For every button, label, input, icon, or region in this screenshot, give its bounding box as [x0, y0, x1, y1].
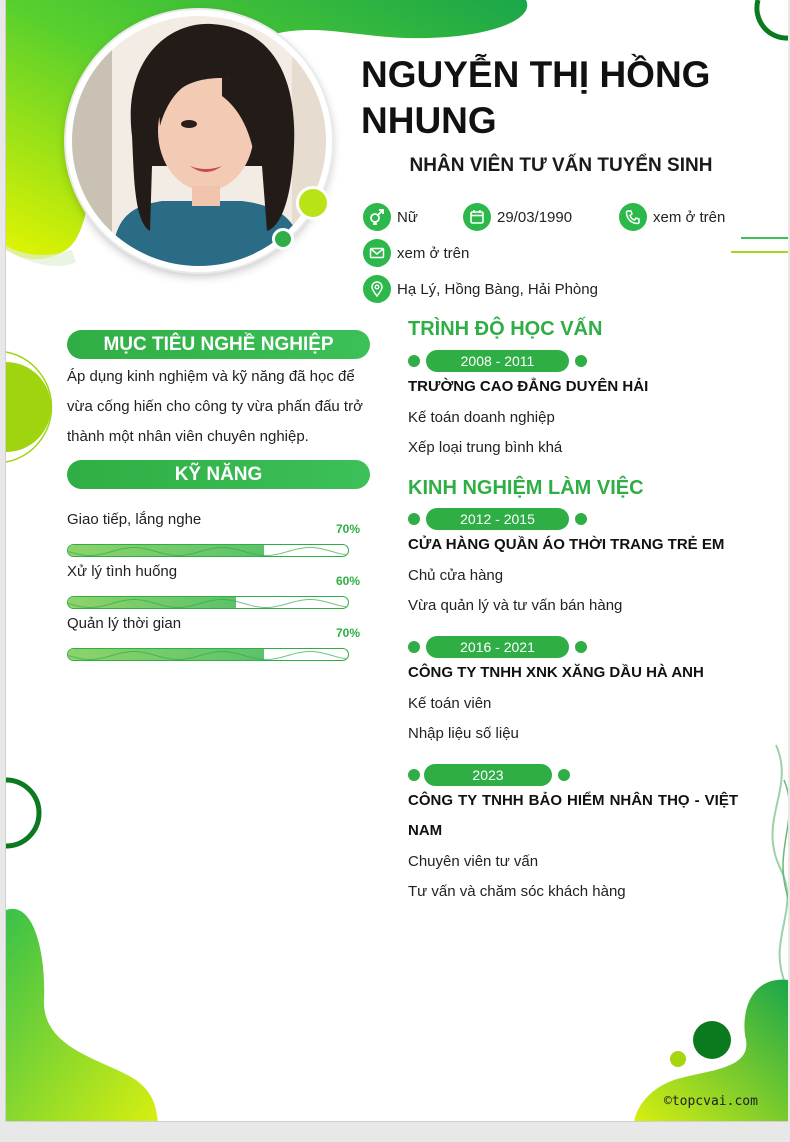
job-detail: Tư vấn và chăm sóc khách hàng	[408, 883, 626, 900]
company-name: CÔNG TY TNHH BẢO HIỂM NHÂN THỌ - VIỆT NAM	[408, 792, 738, 839]
education-period	[408, 350, 590, 372]
address-value: Hạ Lý, Hồng Bàng, Hải Phòng	[397, 280, 598, 298]
email-icon	[363, 239, 391, 267]
skill-percent: 60%	[336, 574, 361, 588]
full-name	[361, 52, 761, 144]
education-heading: TRÌNH ĐỘ HỌC VẤN	[408, 318, 603, 340]
skill-bar-wave-line	[68, 652, 348, 660]
timeline-dot	[575, 641, 587, 653]
skill-bar	[67, 648, 349, 661]
timeline-dot	[408, 769, 420, 781]
skill-bar	[67, 544, 349, 557]
birthday-value: 29/03/1990	[497, 208, 573, 226]
timeline-dot	[575, 355, 587, 367]
name-line-1: NGUYỄN THỊ HỒNG	[361, 54, 711, 95]
gender-icon	[363, 203, 391, 231]
objective-text: Áp dụng kinh nghiệm và kỹ năng đã học để vừa cống hiến cho công ty vừa phấn đấu trở thành một nhân viên chuyên nghiệp.	[67, 368, 363, 445]
phone-value: xem ở trên	[653, 208, 726, 226]
skills-heading: KỸ NĂNG	[67, 460, 370, 489]
job-period	[408, 636, 590, 658]
job-title: NHÂN VIÊN TƯ VẤN TUYỂN SINH	[409, 155, 713, 176]
gender-value: Nữ	[397, 208, 418, 226]
skill-name: Giao tiếp, lắng nghe	[67, 511, 202, 528]
resume-page	[5, 0, 788, 1122]
name-line-2: NHUNG	[361, 100, 497, 141]
experience-heading: KINH NGHIỆM LÀM VIỆC	[408, 477, 644, 499]
skill-bar-wave	[68, 597, 348, 609]
skill-bar-wave-line	[68, 548, 348, 556]
skill-percent: 70%	[336, 522, 361, 536]
job-detail: Vừa quản lý và tư vấn bán hàng	[408, 597, 623, 614]
job-period	[408, 508, 590, 530]
job-detail: Nhập liệu số liệu	[408, 725, 519, 742]
contact-email	[363, 239, 469, 267]
timeline-dot	[408, 641, 420, 653]
avatar-accent-dot	[296, 186, 330, 220]
contact-phone	[619, 203, 725, 231]
education-grade: Xếp loại trung bình khá	[408, 439, 563, 456]
job-role: Chuyên viên tư vấn	[408, 853, 539, 870]
school-name: TRƯỜNG CAO ĐẲNG DUYÊN HẢI	[408, 378, 649, 395]
email-value: xem ở trên	[397, 244, 470, 262]
skill-bar-wave	[68, 649, 348, 661]
period-label: 2012 - 2015	[426, 508, 569, 530]
job-role: Chủ cửa hàng	[408, 567, 504, 584]
watermark: ©topcvai.com	[664, 1094, 758, 1109]
period-label: 2023	[424, 764, 552, 786]
company-name: CỬA HÀNG QUẦN ÁO THỜI TRANG TRẺ EM	[408, 536, 725, 553]
contact-address	[363, 275, 598, 303]
timeline-dot	[408, 355, 420, 367]
period-label: 2016 - 2021	[426, 636, 569, 658]
contact-birthday	[463, 203, 572, 231]
calendar-icon	[463, 203, 491, 231]
skill-name: Xử lý tình huống	[67, 563, 178, 580]
phone-icon	[619, 203, 647, 231]
timeline-dot	[575, 513, 587, 525]
education-major: Kế toán doanh nghiệp	[408, 409, 555, 426]
skill-percent: 70%	[336, 626, 361, 640]
avatar-accent-dot-small	[272, 228, 294, 250]
period-label: 2008 - 2011	[426, 350, 569, 372]
company-name: CÔNG TY TNHH XNK XĂNG DẦU HÀ ANH	[408, 664, 704, 681]
contact-gender	[363, 203, 418, 231]
skill-bar	[67, 596, 349, 609]
job-period	[408, 764, 573, 786]
objective-heading: MỤC TIÊU NGHỀ NGHIỆP	[67, 330, 370, 359]
location-icon	[363, 275, 391, 303]
timeline-dot	[558, 769, 570, 781]
timeline-dot	[408, 513, 420, 525]
skill-name: Quản lý thời gian	[67, 615, 182, 632]
skill-bar-wave	[68, 545, 348, 557]
job-role: Kế toán viên	[408, 695, 492, 712]
skill-bar-wave-line	[68, 600, 348, 608]
